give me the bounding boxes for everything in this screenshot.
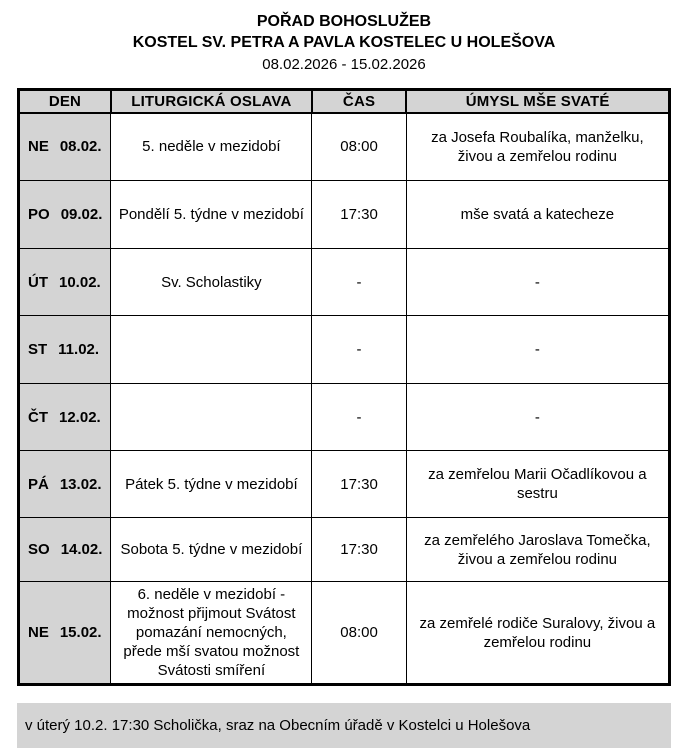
table-row [19, 518, 670, 582]
day-date: 12.02. [59, 408, 101, 426]
intention-cell: za zemřelého Jaroslava Tomečka, živou a zemřelou rodinu [406, 518, 669, 582]
table-row [19, 181, 670, 249]
table-row [19, 451, 670, 518]
intention-cell: za zemřelou Marii Očadlíkovou a sestru [406, 451, 669, 518]
intention-cell: za zemřelé rodiče Suralovy, živou a zemřelou rodinu [406, 582, 669, 685]
day-abbrev: NE [28, 138, 49, 156]
table-row [19, 113, 670, 181]
day-cell [19, 113, 111, 181]
day-abbrev: ČT [28, 408, 48, 426]
intention-cell: - [406, 384, 669, 451]
day-abbrev: ST [28, 341, 48, 358]
column-header-mass-intention: ÚMYSL MŠE SVATÉ [406, 90, 669, 113]
day-date: 09.02. [60, 206, 103, 223]
table-row [19, 582, 670, 685]
day-date: 10.02. [59, 273, 101, 291]
intention-cell: - [406, 316, 669, 384]
time-cell: 08:00 [312, 582, 406, 685]
time-cell: - [312, 384, 406, 451]
date-range: 08.02.2026 - 15.02.2026 [262, 56, 426, 73]
day-abbrev: SO [28, 541, 50, 558]
time-cell: - [312, 316, 406, 384]
column-header-liturgical-celebration: LITURGICKÁ OSLAVA [111, 90, 312, 113]
mass-schedule-table [17, 88, 671, 686]
document-header [0, 11, 688, 75]
day-abbrev: ÚT [28, 273, 48, 291]
intention-cell: mše svatá a katecheze [406, 181, 669, 249]
day-date: 15.02. [59, 624, 102, 641]
intention-cell: - [406, 249, 669, 316]
day-cell [19, 582, 111, 685]
celebration-cell: 6. neděle v mezidobí - možnost přijmout Svátost pomazání nemocných, přede mší svatou možnost Svátosti smíření [111, 582, 312, 685]
time-cell: 08:00 [312, 113, 406, 181]
day-abbrev: PO [28, 206, 50, 223]
celebration-cell [111, 316, 312, 384]
day-cell [19, 451, 111, 518]
day-abbrev: PÁ [28, 475, 49, 493]
table-header-row [19, 90, 670, 113]
day-abbrev: NE [28, 624, 49, 641]
day-date: 13.02. [59, 475, 102, 493]
footer-note-text: v úterý 10.2. 17:30 Scholička, sraz na Obecním úřadě v Kostelci u Holešova [25, 717, 531, 734]
celebration-cell: Sobota 5. týdne v mezidobí [111, 518, 312, 582]
column-header-time: ČAS [312, 90, 406, 113]
time-cell: 17:30 [312, 451, 406, 518]
day-cell [19, 316, 111, 384]
time-cell: 17:30 [312, 181, 406, 249]
day-cell [19, 384, 111, 451]
footer-note-bar [17, 703, 671, 748]
time-cell: - [312, 249, 406, 316]
day-date: 14.02. [60, 541, 103, 558]
intention-cell: za Josefa Roubalíka, manželku, živou a zemřelou rodinu [406, 113, 669, 181]
time-cell: 17:30 [312, 518, 406, 582]
day-date: 08.02. [59, 138, 102, 156]
document-title: POŘAD BOHOSLUŽEB [256, 13, 432, 30]
table-row [19, 384, 670, 451]
day-cell [19, 249, 111, 316]
celebration-cell: 5. neděle v mezidobí [111, 113, 312, 181]
celebration-cell: Sv. Scholastiky [111, 249, 312, 316]
celebration-cell [111, 384, 312, 451]
church-name: KOSTEL SV. PETRA A PAVLA KOSTELEC U HOLEŠOVA [132, 34, 556, 51]
day-cell [19, 181, 111, 249]
celebration-cell: Pátek 5. týdne v mezidobí [111, 451, 312, 518]
day-cell [19, 518, 111, 582]
day-date: 11.02. [58, 341, 100, 358]
table-row [19, 249, 670, 316]
celebration-cell: Pondělí 5. týdne v mezidobí [111, 181, 312, 249]
table-row [19, 316, 670, 384]
column-header-day: DEN [19, 90, 111, 113]
